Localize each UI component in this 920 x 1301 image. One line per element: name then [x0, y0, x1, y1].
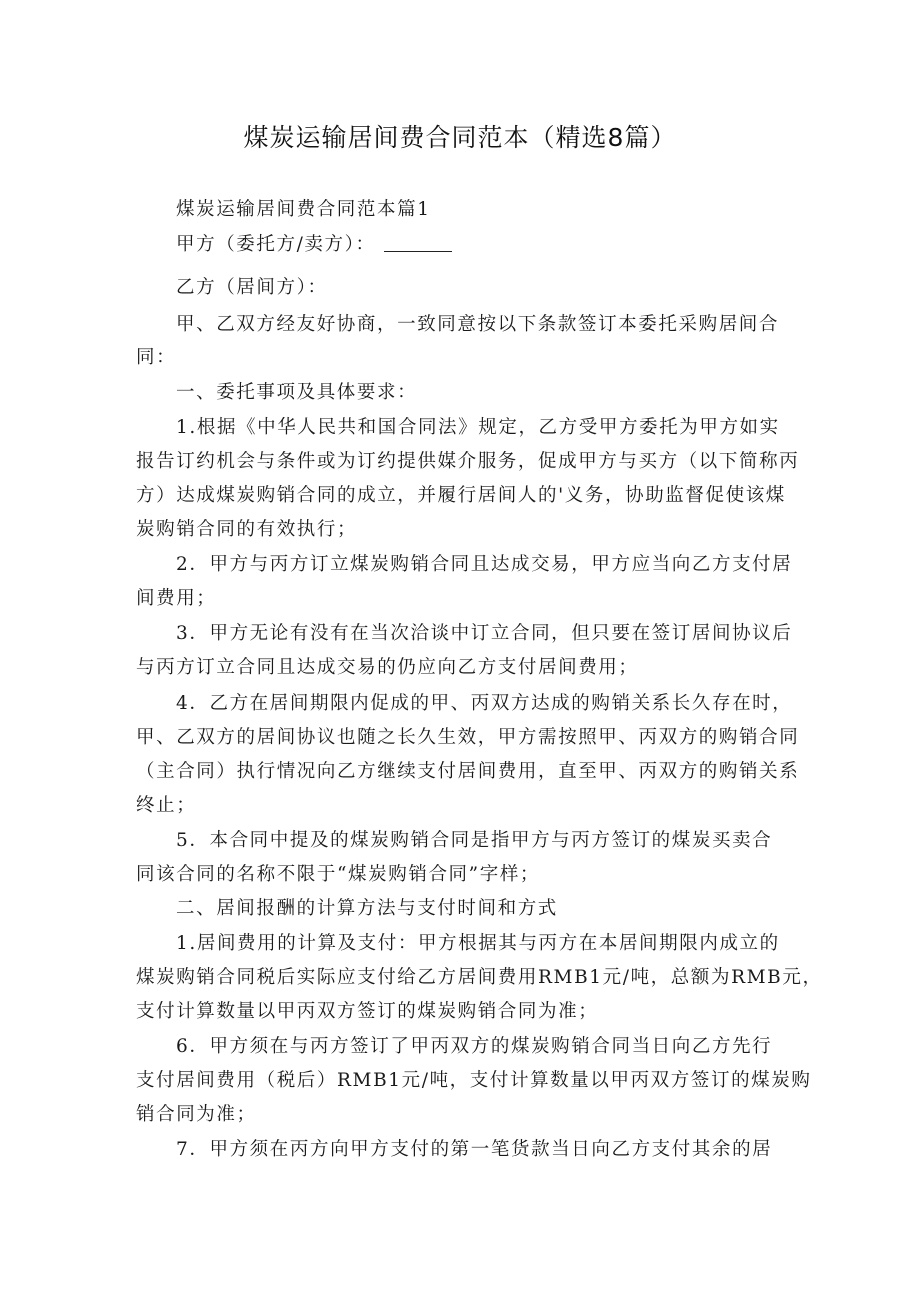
paragraph-line: 报告订约机会与条件或为订约提供媒介服务，促成甲方与买方（以下简称丙: [136, 451, 800, 472]
paragraph-line: 同该合同的名称不限于“煤炭购销合同”字样；: [136, 864, 541, 885]
section-title: 煤炭运输居间费合同范本篇1: [176, 199, 431, 220]
paragraph-line: 4．乙方在居间期限内促成的甲、丙双方达成的购销关系长久存在时，: [176, 693, 793, 714]
paragraph-line: 一、委托事项及具体要求：: [176, 382, 418, 403]
paragraph-line: 1.居间费用的计算及支付：甲方根据其与丙方在本居间期限内成立的: [176, 933, 780, 954]
paragraph-line: （主合同）执行情况向乙方继续支付居间费用，直至甲、丙双方的购销关系: [136, 761, 800, 782]
paragraph-line: 支付居间费用（税后）RMB1元/吨，支付计算数量以甲丙双方签订的煤炭购: [136, 1070, 812, 1091]
paragraph-line: 间费用；: [136, 588, 217, 609]
party-a-label: 甲方（委托方/卖方）：: [176, 234, 376, 255]
paragraph-line: 支付计算数量以甲丙双方签订的煤炭购销合同为准；: [136, 1001, 599, 1022]
document-title: 煤炭运输居间费合同范本（精选8篇）: [243, 123, 677, 152]
paragraph-line: 6．甲方须在与丙方签订了甲丙双方的煤炭购销合同当日向乙方先行: [176, 1036, 773, 1057]
paragraph-line: 5．本合同中提及的煤炭购销合同是指甲方与丙方签订的煤炭买卖合: [176, 830, 773, 851]
paragraph-line: 甲、乙双方的居间协议也随之长久生效，甲方需按照甲、丙双方的购销合同: [136, 727, 800, 748]
paragraph-line: 与丙方订立合同且达成交易的仍应向乙方支付居间费用；: [136, 657, 639, 678]
paragraph-line: 终止；: [136, 795, 197, 816]
paragraph-line: 甲、乙双方经友好协商，一致同意按以下条款签订本委托采购居间合: [176, 314, 780, 335]
paragraph-line: 2．甲方与丙方订立煤炭购销合同且达成交易，甲方应当向乙方支付居: [176, 554, 793, 575]
paragraph-line: 煤炭购销合同税后实际应支付给乙方居间费用RMB1元/吨，总额为RMB元，: [136, 967, 823, 988]
paragraph-line: 二、居间报酬的计算方法与支付时间和方式: [176, 898, 558, 919]
party-b-label: 乙方（居间方）：: [176, 277, 328, 298]
party-a-blank: [384, 235, 452, 252]
paragraph-line: 同：: [136, 347, 177, 368]
paragraph-line: 3．甲方无论有没有在当次洽谈中订立合同，但只要在签订居间协议后: [176, 623, 793, 644]
party-a-line: [176, 233, 452, 257]
paragraph-line: 炭购销合同的有效执行；: [136, 519, 358, 540]
paragraph-line: 7．甲方须在丙方向甲方支付的第一笔货款当日向乙方支付其余的居: [176, 1139, 773, 1160]
paragraph-line: 方）达成煤炭购销合同的成立，并履行居间人的'义务，协助监督促使该煤: [136, 485, 786, 506]
paragraph-line: 销合同为准；: [136, 1104, 257, 1125]
paragraph-line: 1.根据《中华人民共和国合同法》规定，乙方受甲方委托为甲方如实: [176, 417, 780, 438]
